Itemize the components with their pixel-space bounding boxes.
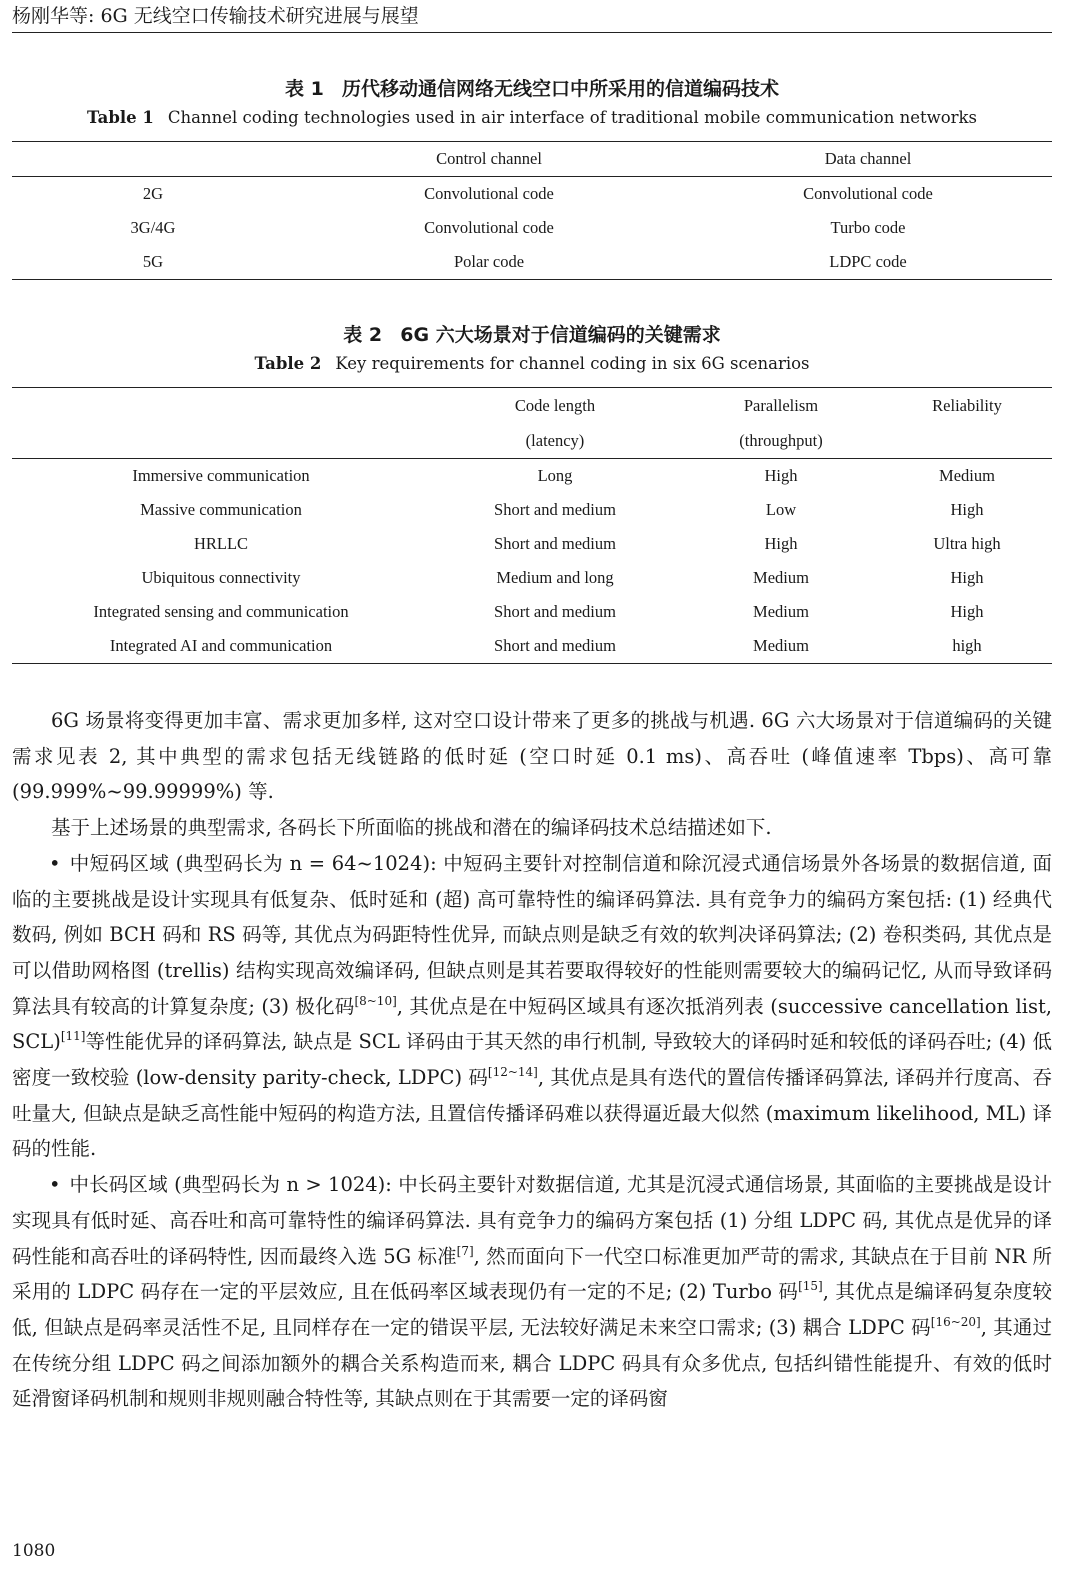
page-number: 1080 bbox=[12, 1541, 56, 1561]
paragraph-summary-intro: 基于上述场景的典型需求, 各码长下所面临的挑战和潜在的编译码技术总结描述如下. bbox=[51, 816, 772, 840]
table-row bbox=[12, 493, 1052, 527]
table2-header-cell: Reliability bbox=[882, 388, 1052, 424]
table1-cell: 5G bbox=[12, 245, 294, 280]
table1-header-row bbox=[12, 142, 1052, 177]
table2-cell: Immersive communication bbox=[132, 466, 310, 485]
bullet-text: , 其优点是编译码复杂度较低, 但缺点是码率灵活性不足, 且同样存在一定的错误平层, 无法较好满足未来空口需求; (3) 耦合 LDPC 码 bbox=[12, 1280, 1052, 1339]
citation-ref[interactable]: [8~10] bbox=[354, 993, 397, 1008]
table1-header-cell: Control channel bbox=[294, 142, 684, 177]
citation-ref[interactable]: [7] bbox=[456, 1243, 474, 1258]
table2-caption-cn-text: 6G 六大场景对于信道编码的关键需求 bbox=[400, 324, 721, 346]
table1-cell: Turbo code bbox=[830, 218, 906, 237]
bullet-text: 中长码区域 (典型码长为 n > 1024): 中长码主要针对数据信道, 尤其是沉浸式通信场景, 其面临的主要挑战是设计实现具有低时延、高吞吐和高可靠特性的编译码算法. 具有竞争力的编码方案包括 (1) 分组 LDPC 码, 其优点是优异的译码性能和高吞吐的译码特性, 因而最终入选 5G 标准 bbox=[12, 1173, 1052, 1268]
table2 bbox=[12, 387, 1052, 664]
table2-header-cell: Code length bbox=[430, 388, 680, 424]
table2-cell: Medium bbox=[939, 466, 995, 485]
table1-cell: 2G bbox=[142, 184, 164, 203]
table2-cell: Medium and long bbox=[496, 568, 614, 587]
bullet-text: 中短码区域 (典型码长为 n = 64~1024): 中短码主要针对控制信道和除沉浸式通信场景外各场景的数据信道, 面临的主要挑战是设计实现具有低复杂、低时延和 (超) 高可靠特性的编译码算法. 具有竞争力的编码方案包括: (1) 经典代数码, 例如 BCH 码和 RS 码等, 其优点为码距特性优异, 而缺点则是缺乏有效的软判决译码算法; (2) 卷积类码, 其优点是可以借助网格图 (trellis) 结构实现高效编译码, 但缺点则是其若要取得较好的性能则需要较大的编码记忆, 从而导致译码算法具有较高的计算复杂度; (3) 极化码 bbox=[12, 851, 1052, 1018]
body-text bbox=[12, 703, 1052, 1417]
table2-cell: Medium bbox=[753, 602, 809, 621]
table2-cell: HRLLC bbox=[193, 534, 249, 553]
table2-cell: High bbox=[950, 568, 984, 587]
bullet-text: , 其优点是在中短码区域具有逐次抵消列表 (successive cancellation list, SCL) bbox=[12, 994, 1052, 1054]
table1-caption-cn-num: 表 1 bbox=[285, 78, 324, 100]
table2-header-row bbox=[12, 423, 1052, 459]
table1-caption-cn bbox=[0, 77, 1064, 101]
table2-header-cell bbox=[882, 423, 1052, 459]
table1-cell: LDPC code bbox=[684, 245, 1052, 280]
table-row bbox=[12, 561, 1052, 595]
table2-header-cell: (throughput) bbox=[680, 423, 882, 459]
table2-cell: high bbox=[882, 629, 1052, 664]
header-rule bbox=[12, 32, 1052, 33]
table2-cell: Short and medium bbox=[494, 602, 616, 621]
table2-cell: Ultra high bbox=[933, 534, 1001, 553]
table2-cell: Long bbox=[537, 466, 573, 485]
table1-caption-cn-text: 历代移动通信网络无线空口中所采用的信道编码技术 bbox=[341, 78, 779, 100]
table2-cell: Ubiquitous connectivity bbox=[141, 568, 301, 587]
table1-header-cell bbox=[12, 142, 294, 177]
table1-caption-en-text: Channel coding technologies used in air interface of traditional mobile communication networks bbox=[167, 108, 978, 127]
table-row bbox=[12, 459, 1052, 494]
table2-cell: Short and medium bbox=[494, 534, 616, 553]
table2-header-cell: Parallelism bbox=[680, 388, 882, 424]
table1-caption-en-num: Table 1 bbox=[86, 108, 154, 127]
table1-cell: 3G/4G bbox=[130, 218, 176, 237]
citation-ref[interactable]: [15] bbox=[798, 1279, 823, 1294]
running-header: 杨刚华等: 6G 无线空口传输技术研究进展与展望 bbox=[12, 5, 419, 27]
table-row bbox=[12, 629, 1052, 664]
table2-cell: High bbox=[764, 534, 798, 553]
citation-ref[interactable]: [16~20] bbox=[930, 1314, 981, 1329]
table1-cell: Convolutional code bbox=[424, 218, 554, 237]
table2-caption-cn bbox=[0, 323, 1064, 347]
table2-cell: Medium bbox=[753, 568, 809, 587]
table2-caption-en-text: Key requirements for channel coding in six 6G scenarios bbox=[335, 354, 810, 373]
table-row bbox=[12, 245, 1052, 280]
table2-cell: High bbox=[950, 500, 984, 519]
table2-cell: Short and medium bbox=[494, 500, 616, 519]
table1-header-cell: Data channel bbox=[684, 142, 1052, 177]
table2-cell: Medium bbox=[680, 629, 882, 664]
bullet-text: , 其通过在传统分组 LDPC 码之间添加额外的耦合关系构造而来, 耦合 LDPC 码具有众多优点, 包括纠错性能提升、有效的低时延滑窗译码机制和规则非规则融合特性等, 其缺点则在于其需要一定的译码窗 bbox=[12, 1315, 1052, 1411]
table2-caption-en bbox=[0, 353, 1064, 375]
bullet-medium-long-code bbox=[12, 1167, 1052, 1417]
bullet-text: , 其优点是具有迭代的置信传播译码算法, 译码并行度高、吞吐量大, 但缺点是缺乏高性能中短码的构造方法, 且置信传播译码难以获得逼近最大似然 (maximum likelihood, ML) 译码的性能. bbox=[12, 1066, 1052, 1161]
table2-cell: High bbox=[950, 602, 984, 621]
citation-ref[interactable]: [12~14] bbox=[487, 1065, 538, 1080]
bullet-text: , 然而面向下一代空口标准更加严苛的需求, 其缺点在于目前 NR 所采用的 LDPC 码存在一定的平层效应, 且在低码率区域表现仍有一定的不足; (2) Turbo 码 bbox=[12, 1244, 1052, 1304]
table2-header-cell bbox=[12, 388, 430, 424]
table1-caption-en bbox=[0, 107, 1064, 129]
table1-cell: Convolutional code bbox=[424, 184, 554, 203]
table2-cell: Integrated AI and communication bbox=[12, 629, 430, 664]
table-row bbox=[12, 595, 1052, 629]
table-row bbox=[12, 211, 1052, 245]
table2-header-cell bbox=[12, 423, 430, 459]
table1-cell: Polar code bbox=[294, 245, 684, 280]
table2-header-row bbox=[12, 388, 1052, 424]
table2-cell: Massive communication bbox=[140, 500, 302, 519]
table2-cell: Integrated sensing and communication bbox=[93, 602, 349, 621]
table2-cell: Short and medium bbox=[430, 629, 680, 664]
table1 bbox=[12, 141, 1052, 280]
citation-ref[interactable]: [11] bbox=[60, 1029, 86, 1044]
table-row bbox=[12, 527, 1052, 561]
table2-caption-en-num: Table 2 bbox=[254, 354, 322, 373]
bullet-short-medium-code bbox=[12, 846, 1052, 1167]
table1-cell: Convolutional code bbox=[803, 184, 933, 203]
bullet-text: 等性能优异的译码算法, 缺点是 SCL 译码由于其天然的串行机制, 导致较大的译码时延和较低的译码吞吐; (4) 低密度一致校验 (low-density parity-check, LDPC) 码 bbox=[12, 1030, 1052, 1090]
table2-caption-cn-num: 表 2 bbox=[343, 324, 383, 346]
table2-cell: Low bbox=[765, 500, 797, 519]
table2-header-cell: (latency) bbox=[430, 423, 680, 459]
table2-cell: High bbox=[764, 466, 798, 485]
paragraph-scenario-requirements: 6G 场景将变得更加丰富、需求更加多样, 这对空口设计带来了更多的挑战与机遇. 6G 六大场景对于信道编码的关键需求见表 2, 其中典型的需求包括无线链路的低时延 (空口时延 0.1 ms)、高吞吐 (峰值速率 Tbps)、高可靠 (99.999%~99.99999%) 等. bbox=[12, 709, 1052, 804]
table-row bbox=[12, 177, 1052, 212]
